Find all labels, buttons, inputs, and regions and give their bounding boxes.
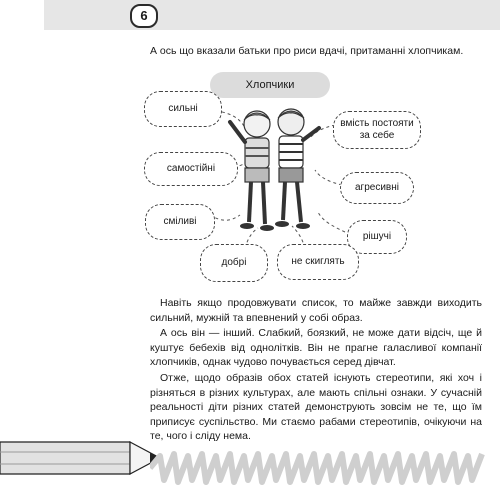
- diagram-title: Хлопчики: [210, 72, 330, 98]
- bubble-decisive: рішучі: [347, 220, 407, 254]
- intro-text: А ось що вказали батьки про риси вдачі, притаманні хлопчикам.: [150, 45, 464, 57]
- body-paragraph-3: [150, 371, 482, 444]
- boys-illustration: [225, 102, 325, 242]
- bubble-aggressive: агресивні: [340, 172, 414, 204]
- paragraph-text: Навіть якщо продовжувати список, то майже завжди виходить сильний, мужній та впевнений у собі образ.: [150, 297, 482, 324]
- bubble-kind: добрі: [200, 244, 268, 282]
- paragraph-text: А ось він — інший. Слабкий, боязкий, не може дати відсіч, ще й куштує бебехів від однолітків. Він не прагне галасливої компанії хлопчиків, однак чудово почувається серед дівчат.: [150, 327, 482, 369]
- bubble-strong: сильні: [144, 91, 222, 127]
- bubble-brave: сміливі: [145, 204, 215, 240]
- bubble-independent: самостійні: [144, 152, 238, 186]
- page-number: 6: [130, 4, 158, 28]
- bubble-not-whiners: не скиглять: [277, 244, 359, 280]
- body-paragraph-1: [150, 296, 482, 325]
- paragraph-text: Отже, щодо образів обох статей існують стереотипи, які хоч і різняться в різних культурах, але мають спільні ознаки. У сучасній реальності діти різних статей демонструють зовсім не те, що їм приписує суспільство. Ми стаємо рабами стереотипів, очікуючи на те, чого і сліду нема.: [150, 372, 482, 443]
- scribble-decoration: [150, 448, 490, 488]
- bubble-able-to-stand-up: вмість постояти за себе: [333, 111, 421, 149]
- pencil-icon: [0, 432, 170, 484]
- body-paragraph-2: [150, 326, 482, 370]
